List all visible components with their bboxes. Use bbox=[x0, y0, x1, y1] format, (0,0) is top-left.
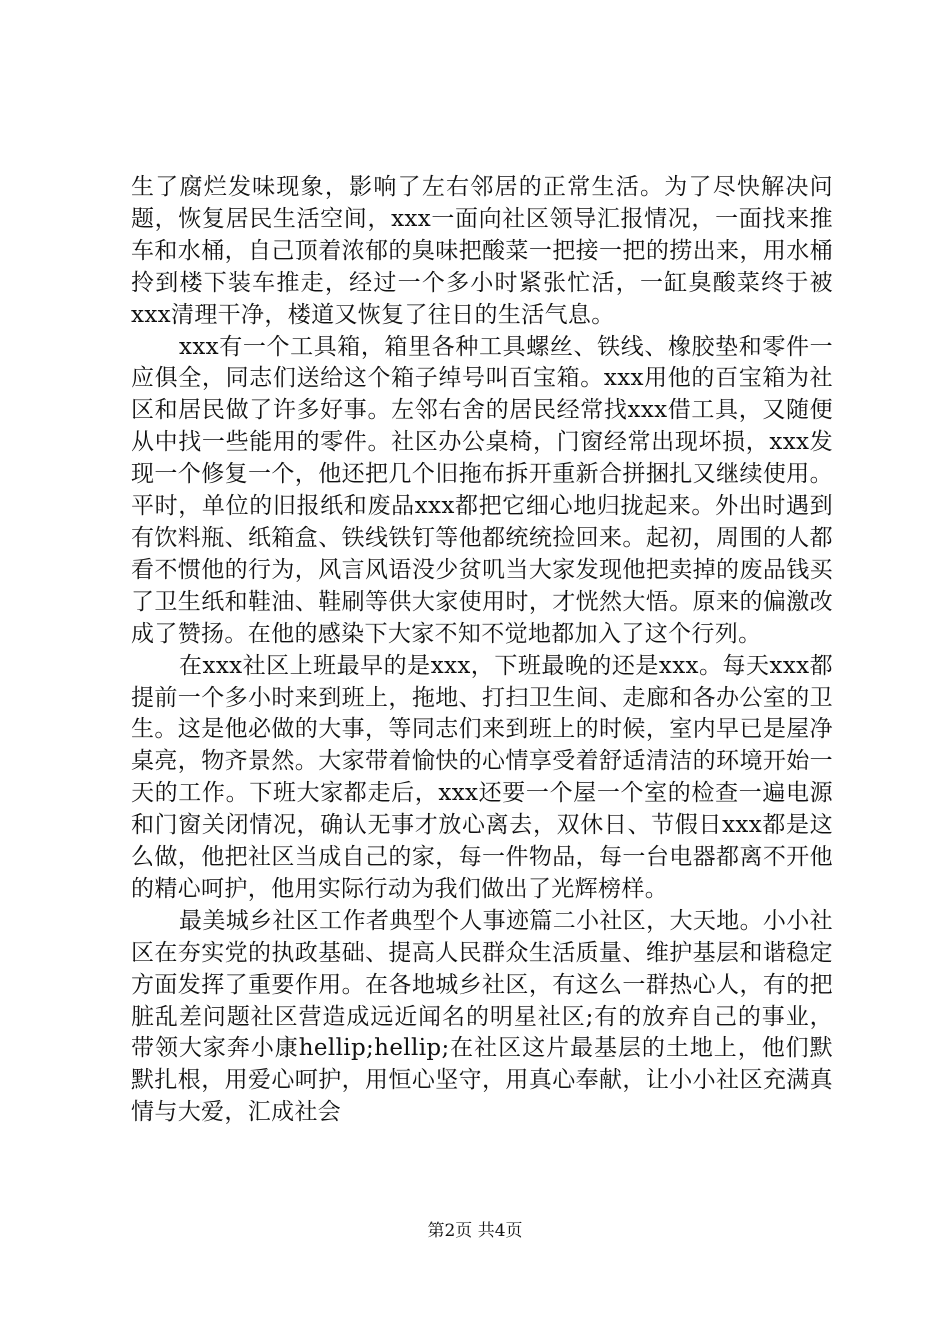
paragraph-3: 在xxx社区上班最早的是xxx，下班最晚的还是xxx。每天xxx都提前一个多小时来到班上，拖地、打扫卫生间、走廊和各办公室的卫生。这是他必做的大事，等同志们来到班上的时候，室内早已是屋净桌亮，物齐景然。大家带着愉快的心情享受着舒适清洁的环境开始一天的工作。下班大家都走后，xxx还要一个屋一个室的检查一遍电源和门窗关闭情况，确认无事才放心离去，双休日、节假日xxx都是这么做，他把社区当成自己的家，每一件物品，每一台电器都离不开他的精心呵护，他用实际行动为我们做出了光辉榜样。 bbox=[131, 652, 833, 902]
paragraph-2: xxx有一个工具箱，箱里各种工具螺丝、铁线、橡胶垫和零件一应俱全，同志们送给这个箱子绰号叫百宝箱。xxx用他的百宝箱为社区和居民做了许多好事。左邻右舍的居民经常找xxx借工具，又随便从中找一些能用的零件。社区办公桌椅，门窗经常出现坏损，xxx发现一个修复一个，他还把几个旧拖布拆开重新合拼捆扎又继续使用。平时，单位的旧报纸和废品xxx都把它细心地归拢起来。外出时遇到有饮料瓶、纸箱盒、铁线铁钉等他都统统捡回来。起初，周围的人都看不惯他的行为，风言风语没少贫叽当大家发现他把卖掉的废品钱买了卫生纸和鞋油、鞋刷等供大家使用时，才恍然大悟。原来的偏激改成了赞扬。在他的感染下大家不知不觉地都加入了这个行列。 bbox=[131, 333, 833, 647]
paragraph-1: 生了腐烂发味现象，影响了左右邻居的正常生活。为了尽快解决问题，恢复居民生活空间，xxx一面向社区领导汇报情况，一面找来推车和水桶，自己顶着浓郁的臭味把酸菜一把接一把的捞出来，用水桶拎到楼下装车推走，经过一个多小时紧张忙活，一缸臭酸菜终于被xxx清理干净，楼道又恢复了往日的生活气息。 bbox=[131, 174, 833, 328]
paragraph-4: 最美城乡社区工作者典型个人事迹篇二小社区，大天地。小小社区在夯实党的执政基础、提高人民群众生活质量、维护基层和谐稳定方面发挥了重要作用。在各地城乡社区，有这么一群热心人，有的把脏乱差问题社区营造成远近闻名的明星社区;有的放弃自己的事业，带领大家奔小康hellip;hellip;在社区这片最基层的土地上，他们默默扎根，用爱心呵护，用恒心坚守，用真心奉献，让小小社区充满真情与大爱，汇成社会 bbox=[131, 907, 833, 1126]
page-footer: 第2页 共4页 bbox=[427, 1221, 523, 1241]
document-body bbox=[131, 172, 833, 1129]
